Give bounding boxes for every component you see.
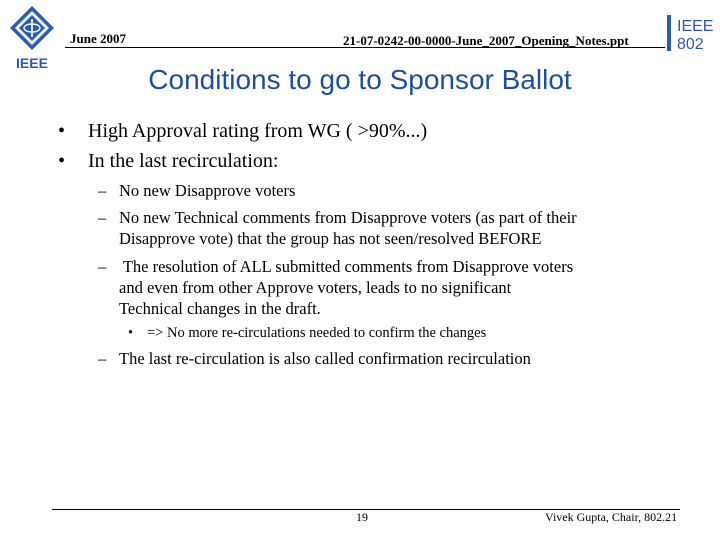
bullet-text: High Approval rating from WG ( >90%...) — [88, 120, 428, 142]
header-document-name: 21-07-0242-00-0000-June_2007_Opening_Notes.ppt — [343, 33, 629, 48]
sub-bullet-marker: – — [98, 257, 107, 276]
footer-author: Vivek Gupta, Chair, 802.21 — [545, 510, 678, 524]
sub-sub-bullet-marker: • — [128, 325, 134, 341]
header-divider — [65, 47, 665, 48]
ieee-802-logo-line2: 802 — [677, 36, 704, 53]
header-date: June 2007 — [70, 31, 126, 46]
sub-bullet-line: The last re-circulation is also called confirmation recirculation — [119, 349, 531, 368]
sub-bullet-line: Technical changes in the draft. — [119, 299, 321, 318]
sub-bullet-marker: – — [98, 349, 107, 368]
sub-bullet-line: No new Disapprove voters — [119, 181, 296, 200]
sub-bullet-line: and even from other Approve voters, leads to no significant — [119, 278, 512, 297]
slide-title: Conditions to go to Sponsor Ballot — [148, 64, 572, 95]
ieee-logo-text: IEEE — [16, 55, 48, 71]
bullet-marker: • — [58, 120, 66, 142]
sub-bullet-line: No new Technical comments from Disapprove voters (as part of their — [119, 208, 577, 227]
ieee-802-logo — [665, 13, 715, 53]
sub-bullet-marker: – — [98, 181, 107, 200]
ieee-logo — [6, 4, 58, 72]
bullet-marker: • — [58, 150, 66, 172]
sub-bullet-line: The resolution of ALL submitted comments from Disapprove voters — [119, 257, 574, 276]
ieee-802-logo-line1: IEEE — [677, 18, 714, 35]
page-number: 19 — [356, 510, 368, 524]
sub-bullet-marker: – — [98, 208, 107, 227]
sub-bullet-line: Disapprove vote) that the group has not seen/resolved BEFORE — [119, 229, 542, 248]
sub-sub-bullet-text: => No more re-circulations needed to confirm the changes — [147, 325, 487, 341]
bullet-text: In the last recirculation: — [88, 150, 279, 172]
